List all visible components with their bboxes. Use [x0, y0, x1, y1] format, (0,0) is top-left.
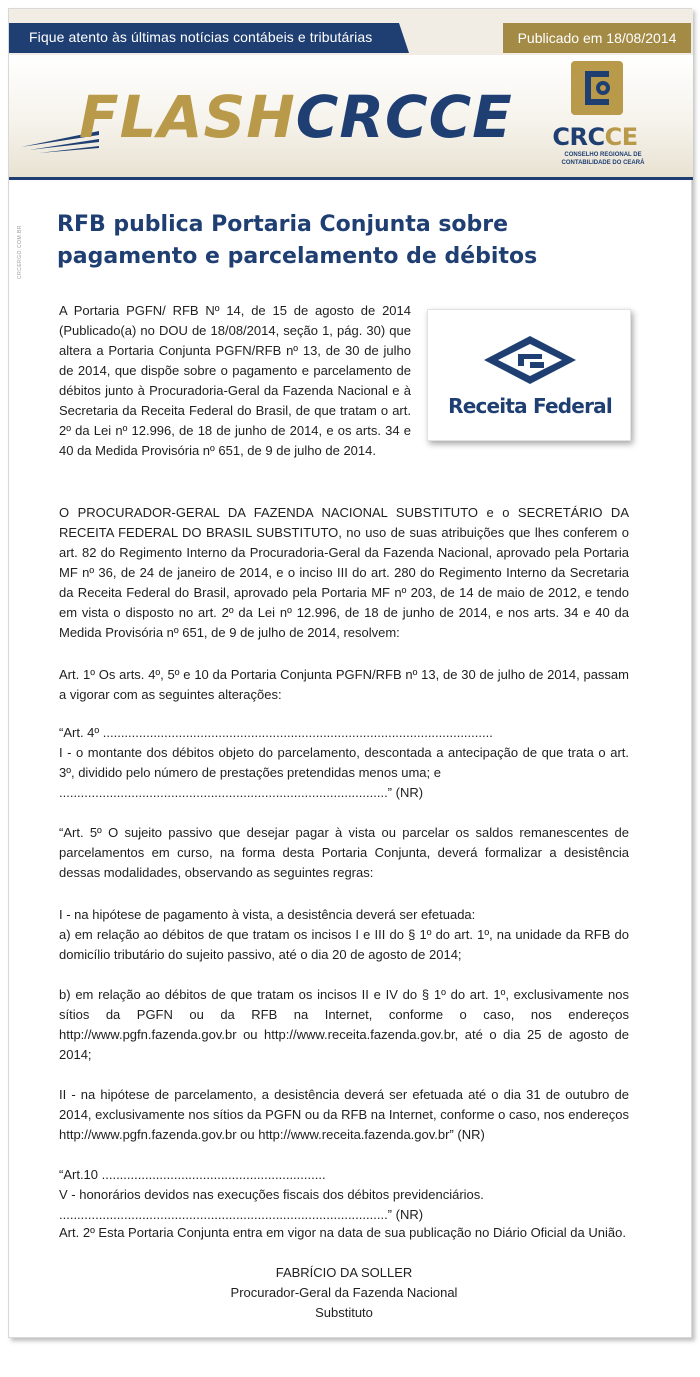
logo-subtitle: CONSELHO REGIONAL DE CONTABILIDADE DO CEARÁ [561, 152, 645, 166]
article-title: RFB publica Portaria Conjunta sobre pagamento e parcelamento de débitos [57, 212, 538, 269]
preamble-paragraph: O PROCURADOR-GERAL DA FAZENDA NACIONAL SUBSTITUTO e o SECRETÁRIO DA RECEITA FEDERAL DO BRASIL SUBSTITUTO, no uso de suas atribuições que lhes conferem o art. 82 do Regimento Interno da Procuradoria-Geral da Fazenda Nacional, aprovado pela Portaria MF nº 36, de 24 de janeiro de 2014, e o inciso III do art. 280 do Regimento Interno da Secretaria da Receita Federal do Brasil, aprovado pela Portaria MF nº 203, de 14 de maio de 2012, e tendo em vista o disposto no art. 2º da Lei nº 12.996, de 18 de junho de 2014, e nos arts. 34 e 40 da Medida Provisória nº 651, de 9 de julho de 2014, resolvem: [59, 505, 629, 640]
newsletter-page [8, 8, 692, 1338]
art10-heading: “Art.10 .............................................................. [59, 1167, 326, 1182]
art10-inciso-v: V - honorários devidos nas execuções fiscais dos débitos previdenciários. [59, 1187, 484, 1202]
art4-heading: “Art. 4º ............................................................................................................ [59, 725, 493, 740]
art5-paragraph: “Art. 5º O sujeito passivo que desejar pagar à vista ou parcelar os saldos remanescentes de parcelamentos em curso, na forma desta Portaria Conjunta, deverá formalizar a desistência dessas modalidades, observando as seguintes regras: [59, 825, 629, 880]
art4-inciso-i: I - o montante dos débitos objeto do parcelamento, descontada a antecipação de que trata o art. 3º, dividido pelo número de prestações pretendidas menos uma; e [59, 745, 629, 780]
logo-ce: CE [604, 123, 638, 151]
art5-inciso-i: I - na hipótese de pagamento à vista, a desistência deverá ser efetuada: [59, 907, 476, 922]
logo-name [541, 123, 649, 151]
crcce-emblem-icon [571, 61, 623, 115]
signature-substitute: Substituto [315, 1305, 373, 1320]
top-ribbon [9, 9, 693, 55]
flash-crcce-brand [79, 77, 513, 157]
art5-alinea-b: b) em relação ao débitos de que tratam os incisos II e IV do § 1º do art. 1º, exclusivamente nos sítios da PGFN ou da RFB na Internet, conforme o caso, nos endereços http://www.pgfn.fazenda.gov.br ou http://www.receita.fazenda.gov.br, até o dia 25 de agosto de 2014; [59, 987, 629, 1062]
header-divider [9, 177, 693, 180]
art10-closing: ...........................................................................................” (NR) [59, 1207, 424, 1222]
art4-closing: ...........................................................................................” (NR) [59, 785, 424, 800]
signature-name: FABRÍCIO DA SOLLER [275, 1265, 413, 1280]
crcce-logo [541, 61, 681, 171]
logo-crc: CRC [552, 123, 605, 151]
receita-federal-logo [427, 309, 631, 441]
art1-paragraph: Art. 1º Os arts. 4º, 5º e 10 da Portaria Conjunta PGFN/RFB nº 13, de 30 de julho de 2014, passam a vigorar com as seguintes alterações: [59, 667, 629, 702]
intro-paragraph: A Portaria PGFN/ RFB Nº 14, de 15 de agosto de 2014 (Publicado(a) no DOU de 18/08/2014, seção 1, pág. 30) que altera a Portaria Conjunta PGFN/RFB nº 13, de 30 de julho de 2014, que dispõe sobre o pagamento e parcelamento de débitos junto à Procuradoria-Geral da Fazenda Nacional e à Secretaria da Receita Federal do Brasil, de que tratam o art. 2º da Lei nº 12.996, de 18 de junho de 2014, e os arts. 34 e 40 da Medida Provisória nº 651, de 9 de julho de 2014. [59, 303, 411, 458]
side-url: CRCERGO.COM.BR [17, 225, 23, 279]
brand-flash: FLASH [79, 83, 296, 151]
receita-federal-emblem-icon [484, 336, 576, 388]
receita-federal-name: Receita Federal [448, 394, 612, 418]
art2-paragraph: Art. 2º Esta Portaria Conjunta entra em vigor na data de sua publicação no Diário Oficial da União. [59, 1225, 626, 1240]
art5-inciso-ii: II - na hipótese de parcelamento, a desistência deverá ser efetuada até o dia 31 de outubro de 2014, exclusivamente nos sítios da PGFN ou da RFB na Internet, conforme o caso, nos endereços http://www.pgfn.fazenda.gov.br ou http://www.receita.fazenda.gov.br” (NR) [59, 1087, 629, 1142]
publish-date: Publicado em 18/08/2014 [517, 30, 677, 46]
brand-crcce: CRCCE [295, 83, 513, 151]
signature-role: Procurador-Geral da Fazenda Nacional [230, 1285, 458, 1300]
tagline: Fique atento às últimas notícias contábeis e tributárias [29, 29, 373, 45]
art5-alinea-a: a) em relação ao débitos de que tratam os incisos I e III do § 1º do art. 1º, na unidade da RFB do domicílio tributário do sujeito passivo, até o dia 20 de agosto de 2014; [59, 927, 629, 962]
